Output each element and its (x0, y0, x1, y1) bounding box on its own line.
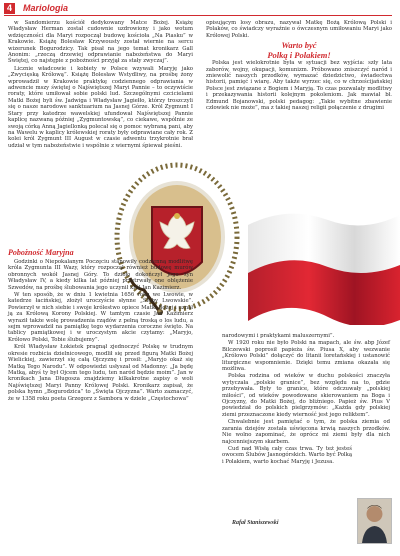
right-paragraph-2: Polska jest wielokrotnie była w sytuacji bez wyjścia: szły lata zaborów, wojny, okupacji, komunizm. Próbowano zniszczyć naród i zniewolić naszych przodków, wymazać dziedzictwo, świadectwa historii, pamięć i wiarę. Aby także wyrzec się, co w chrześcijańskiej Polsce jest związane z Bogiem i Maryją. To czas pozwalały modlitwy i przekazywania historii kolejnym pokoleniom. Jak mawiał bł. Edmund Bojanowski, polski pedagog: „Takie wybitne zbawienie człowiek nie może”, ma z takiej naszej religii połączenie z drugimi (206, 60, 392, 112)
left-paragraph-2: Licznie władcowie i kobiety w Polsce wzywali Maryję jako „Zwycięską Królową”. Książę Bolesław Wstydliwy, na prośbę żony wprowadził w Krakowie praktykę codziennego odprawiania w adwencie mszy świętej o Najświętszej Maryi Pannie – to oczywiście roraty, które umiłował sobie polski lud. Szczególnymi czcicielami Matki Bożej byli św. Jadwiga i Władysław Jagiełło, którzy troszczyli się o nasze narodowe sanktuarium na Jasnej Górze. Król Zygmunt I Stary przy katedrze wawelskiej ufundował Najświętszej Pannie kaplicę nazwaną później „Zygmuntowską”, co ciekawe, wspólnie ze swoją córką Anną Jagiellonką polecał się o pomoc wybraną pani, aby na Wawelu w kaplicy królewskiej roraty były odprawiane cały rok. Z kolei król Zygmunt III August w czasie adwentu trzykrotnie brał udział w tym nabożeństwie i wspólnie z wiernymi śpiewał pieśni. (8, 65, 193, 149)
author-photo (357, 498, 392, 544)
left-paragraph-5: Król Władysław Łokietek pragnął zjednoczyć Polskę w trudnym okresie rozbicia dzielnicowego, modlił się przed figurą Matki Bożej Wielickiej, zawierzył się całą Ojczyznę i prosił: „Maryjo okaż się Matką Tego Narodu”. W odpowiedzi usłyszał od Madonny: „Ja będę Matką, abyś ty był Ojcem tego ludu, ten naród będzie moim”. Jan w kronikach Jana Długosza znajdziemy kilkakrotne zapisy o woli Najświętszej Maryi Panny Królowej Polski. Kronikarz zapisał, że polska hymn „Bogurodzica” to „Święta Ojczyzna”. Warto zaznaczyć, że w 1358 roku poeta Grzegorz z Sambora w dziele „Częstochowa” (8, 344, 193, 402)
right-column-lower (222, 333, 390, 466)
right-paragraph-3: narodowymi i praktykami maluszernymi”. (222, 333, 335, 339)
right-paragraph-1: opisującym losy obrazu, nazywał Matkę Bożą Królową Polski i Polaków, co świadczy wyraźnie o ówczesnym umiłowaniu Maryi jako Królowej Polski. (206, 20, 392, 39)
left-column-top (8, 20, 193, 150)
page-number-badge: 4 (4, 3, 15, 14)
left-paragraph-3: Godzinki o Niepokalanym Poczęciu stanowiły codzienną modlitwę króla Zygmunta III Wazy, który rozpoczął również budowę murów obronnych wokół Jasnej Góry. To dzieło dokończył jego syn Władysław IV, a kiedy kilka lat później przetrwały one oblężenie Szwedów, na prośbę ślubowania jego uczynił król Jan Kazimierz. (8, 259, 193, 291)
left-paragraph-1: w Sandomierzu kościół dedykowany Matce Bożej. Książę Władysław Herman został cudownie uzdrowiony i jako wotum wdzięczności dla Maryi rozpoczął budowę kościoła „Na Piasku” w Krakowie. Książę Bolesław Krzywousty został wiernie na sercu wizerunek Bogurodzicy. Tak pisał na jego temat kronikarz Gall Anonim: „rzeczą drzewiej odprawianie nabożeństwa do Maryi Świętej, co najstępie z pobożności przyjął za stały zwyczaj”. (8, 20, 193, 65)
heading-pobznosc-maryjna: Pobożność Maryjna (8, 248, 74, 257)
author-signature: Rafał Staniszewski (232, 520, 279, 526)
right-column-top (206, 20, 392, 112)
section-title: Mariologia (23, 3, 69, 13)
left-column-text (8, 259, 193, 402)
left-column-lower (8, 245, 193, 403)
heading-warto-byc: Warto być Polką i Polakiem! (267, 40, 331, 61)
header-rule (4, 15, 392, 16)
right-paragraph-5: Polska rodzina od wieków w duchu polskości znaczyła wytyczała „polskie granice”, bez względu na to, gdzie przebywała. Były to granice, które odczuwały „polskiej miłości”, od wieków powodowane skierowaniem na Boga i Ojczyzny, do Matki Bożej, do bliźniego. Papież św. Pius V powiedział do polskich pielgrzymów: „Każda gdy polskiej ziemi przeznaczone kiedy wierność jest jego reliktem”. (222, 373, 390, 418)
polish-flag-image (238, 185, 400, 325)
left-paragraph-4: W ten sposób, że w dniu 1 kwietnia 1656 roku we Lwowie, w katedrze łacińskiej, złożył uroczyście słynne „Śluby Lwowskie”. Powierzył w nich siebie i swoje królestwo opiece Matki Bożej i uznał ją za Królową Korony Polskiej. W tamtym czasie Jan Kazimierz wyraził także wolę prowadzenia rządów z pełną troską o los ludu, a sejm wprowadził na pamiątkę tego wydarzenia coroczne święto. Na tablicy pamiątkowej i w uroczystym akcie czytamy: „Maryjo, Królowo Polski, Tobie ślubujemy”. (8, 292, 193, 343)
right-paragraph-7: Cud nad Wisłą cały czas trwa. Ty też jesteś owocem Ślubów Jasnogórskich. Warto być Polką i Polakiem, warto kochać Maryję i Jezusa. (222, 445, 352, 465)
right-paragraph-6: Chwalebnie jest pamiętać o tym, że polska ziemia od zarania dziejów została uświęcona krwią naszych przodków. Nie wolno zapominać, że oprócz mi ziemi były dla nich najcenniejszym skarbem. (222, 419, 390, 445)
right-paragraph-4: W 1920 roku nie było Polski na mapach, ale św. abp Józef Bilczewski poprosił papieża św. Piusa X, aby wezwanie „Królowo Polski” dołączyć do litanii loretańskiej i ustanowić liturgiczne wspomnienie. Dzięki temu zmiana okazała się możliwa. (222, 340, 390, 373)
page-header (0, 0, 400, 16)
